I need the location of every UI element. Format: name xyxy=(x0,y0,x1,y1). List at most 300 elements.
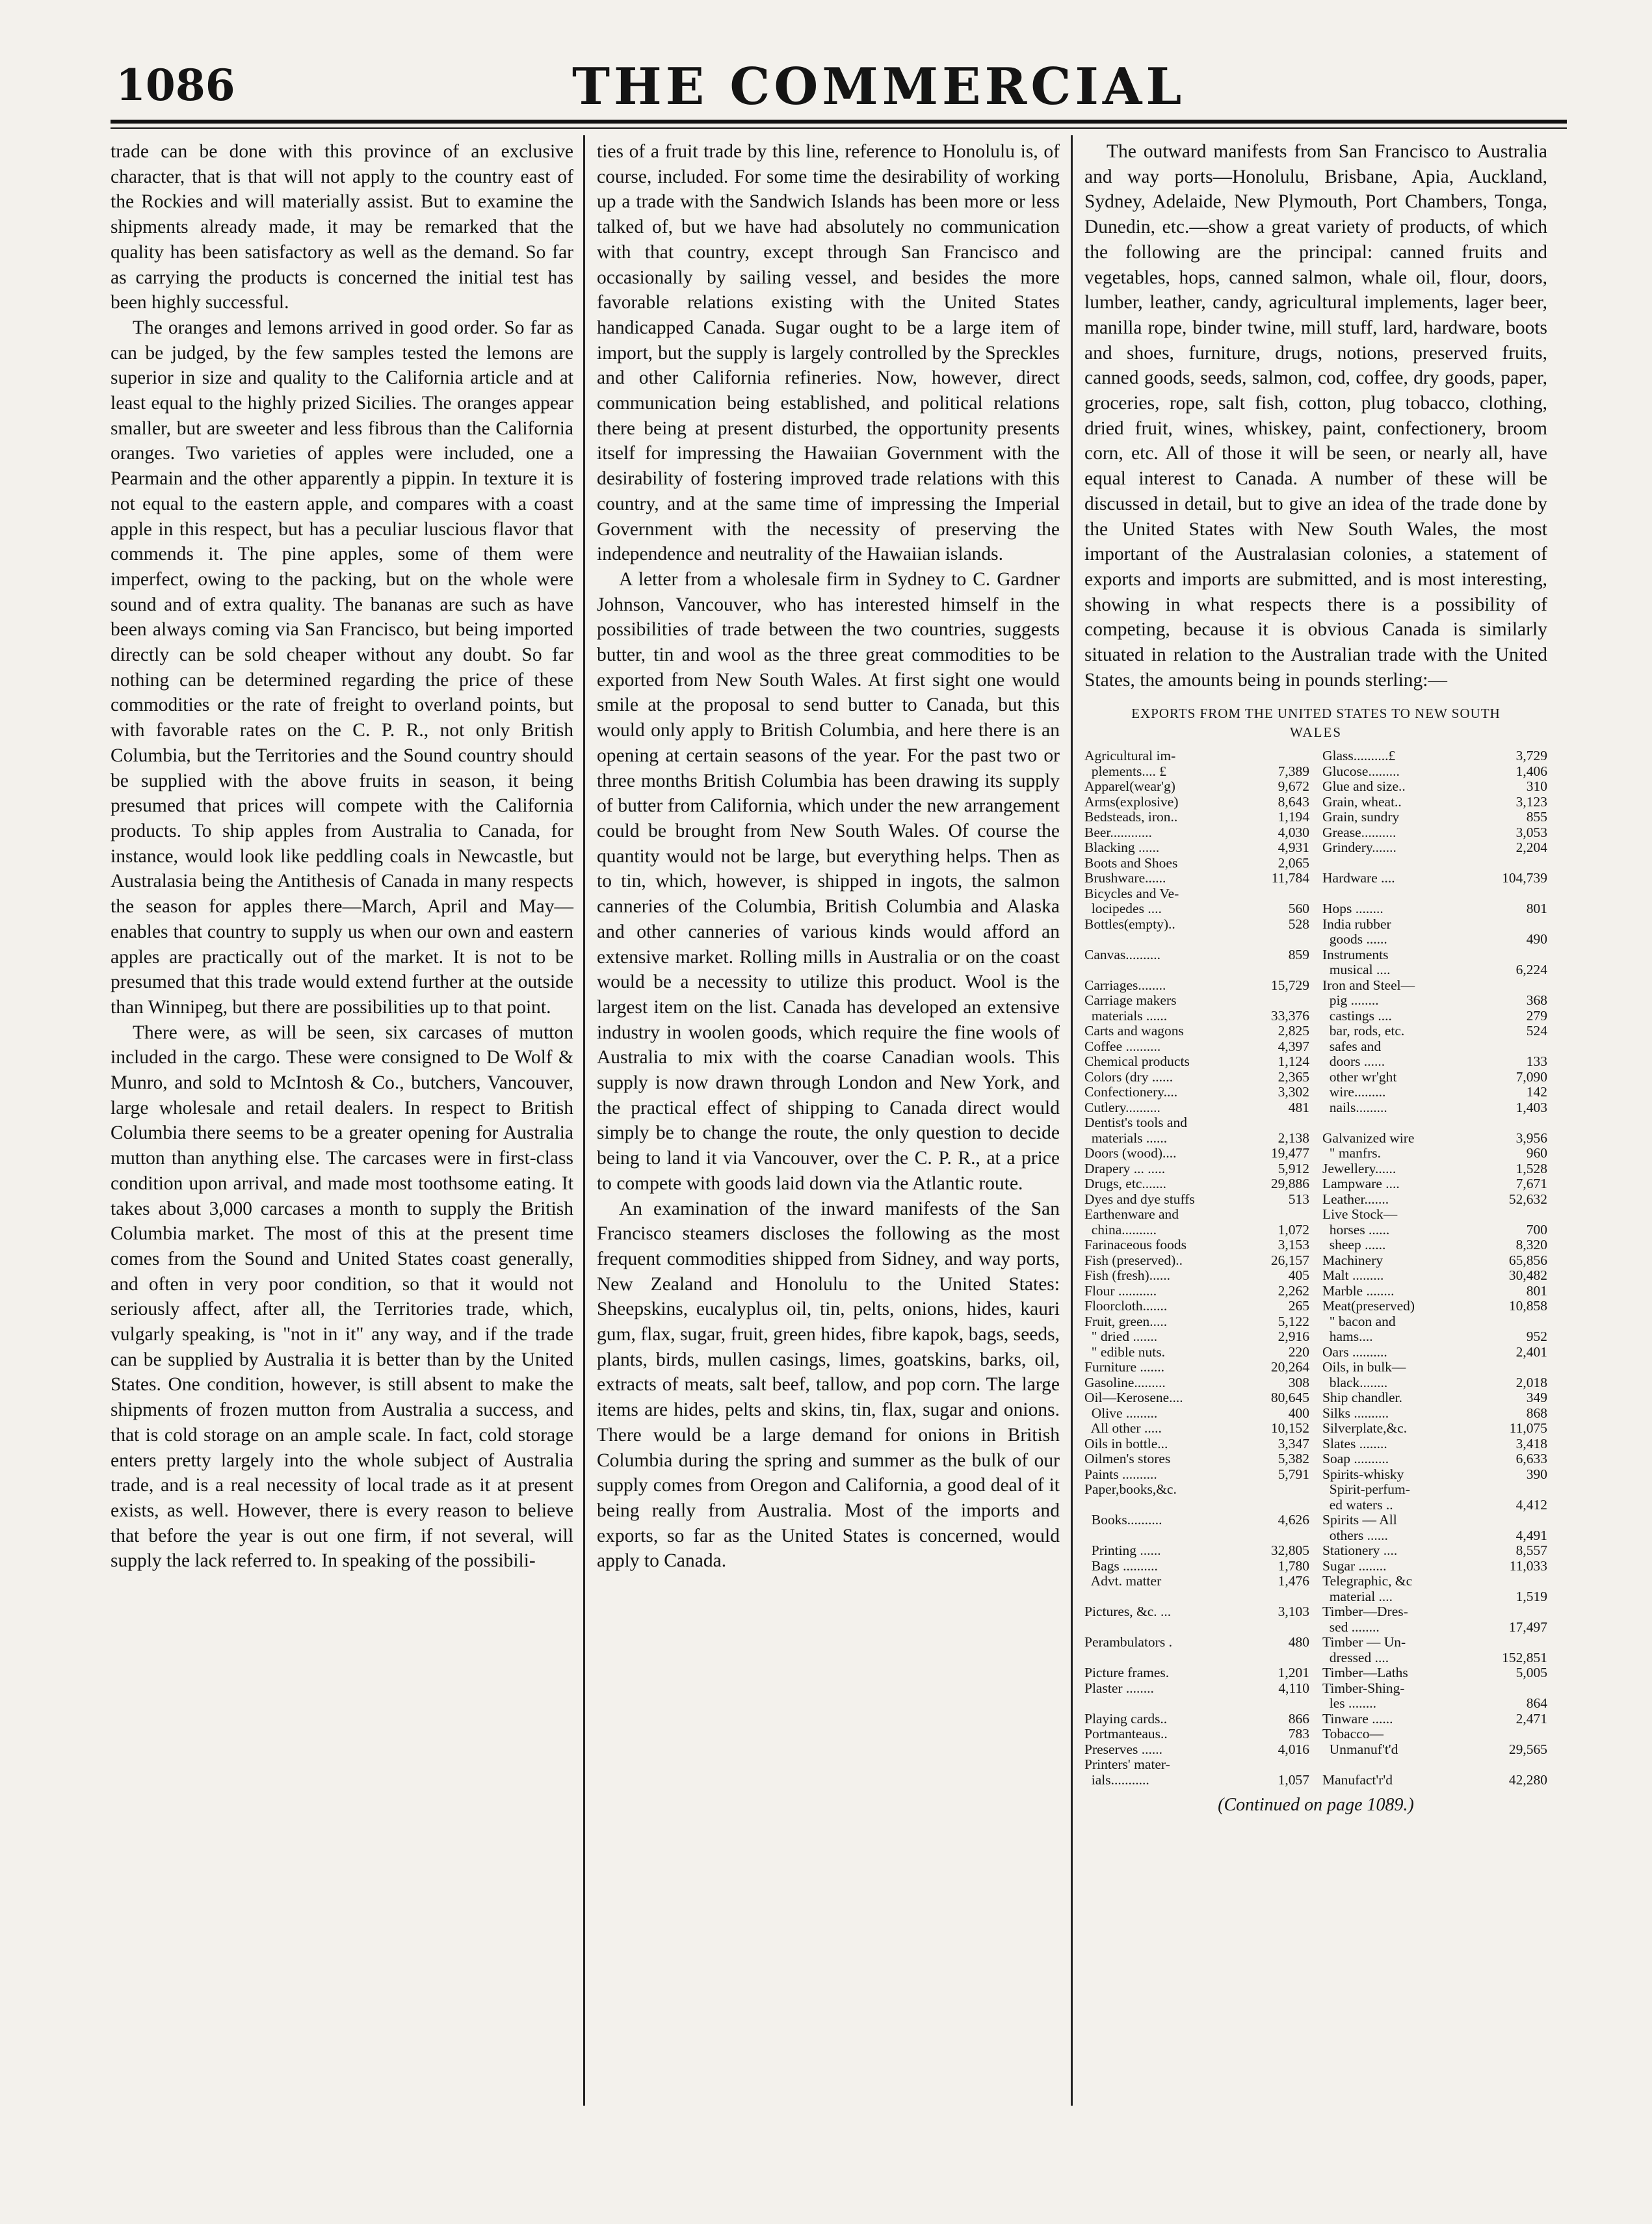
paragraph: The oranges and lemons arrived in good order. So far as can be judged, by the few samples tested the lemons are superior in size and quality to the California article and at least equal to the highly prized Sicilies. The oranges appear smaller, but are sweeter and less fibrous than the California oranges. Two varieties of apples were included, one a Pearmain and the other apparently a pippin. In texture it is not equal to the eastern apple, and compares with a coast apple in this respect, but has a peculiar luscious flavor that commends it. The pine apples, some of them were imperfect, owing to the packing, but on the whole were sound and of extra quality. The bananas are such as have been always coming via San Francisco, but being imported directly can be sold cheaper without any doubt. So far nothing can be determined regarding the price of these commodities or the rate of freight to overland points, but with favorable rates on the C. P. R., not only British Columbia, but the Territories and the Sound country should be supplied with the above fruits in season, it being presumed that prices will compete with the California products. To ship apples from Australia to Canada, for instance, would look like peddling coals in Newcastle, but Australasia being the Antithesis of Canada in many respects the season for apples there—March, April and May—enables that country to supply us when our own and eastern apples are practically out of the market. It is not to be presumed that this trade would extend further at the outside than Winnipeg, but there are possibilities up to that point. xyxy=(111,317,573,1018)
table-row xyxy=(1322,1161,1547,1177)
table-row xyxy=(1084,1406,1309,1422)
item-name: pig ........ xyxy=(1322,993,1379,1009)
item-name: Apparel(wear'g) xyxy=(1084,779,1175,795)
exports-table xyxy=(1084,748,1547,1788)
table-row xyxy=(1084,1375,1309,1391)
item-name: musical .... xyxy=(1322,962,1391,978)
table-row xyxy=(1084,1146,1309,1161)
item-value xyxy=(1497,978,1547,994)
table-row xyxy=(1322,1757,1547,1773)
item-value: 11,033 xyxy=(1509,1557,1547,1574)
item-name: Perambulators . xyxy=(1084,1635,1172,1650)
column-1 xyxy=(111,139,573,1574)
item-value: 2,018 xyxy=(1515,1374,1547,1390)
table-row xyxy=(1084,1773,1309,1788)
item-name: Blacking ...... xyxy=(1084,840,1160,856)
table-row xyxy=(1084,1742,1309,1758)
item-name: Canvas.......... xyxy=(1084,947,1161,962)
item-name: Preserves ...... xyxy=(1084,1741,1163,1757)
item-name xyxy=(1322,1115,1497,1131)
item-value: 17,497 xyxy=(1508,1619,1547,1635)
item-value xyxy=(1497,886,1547,902)
table-row xyxy=(1322,1131,1547,1146)
item-name: Glucose......... xyxy=(1322,763,1400,779)
item-value: 859 xyxy=(1288,946,1309,962)
item-value xyxy=(1259,1589,1309,1605)
item-value xyxy=(1497,856,1547,871)
table-row xyxy=(1322,932,1547,947)
item-value: 142 xyxy=(1526,1084,1547,1100)
item-name: Spirit-perfum- xyxy=(1322,1482,1410,1498)
table-row xyxy=(1084,962,1309,978)
table-row xyxy=(1322,1115,1547,1131)
table-row xyxy=(1322,1024,1547,1039)
item-value: 2,916 xyxy=(1278,1329,1309,1345)
table-row xyxy=(1322,1620,1547,1635)
item-value: 3,729 xyxy=(1515,748,1547,764)
item-name: Leather....... xyxy=(1322,1191,1389,1207)
item-name: wire......... xyxy=(1322,1085,1386,1100)
item-name: Brushware...... xyxy=(1084,871,1166,886)
table-row xyxy=(1084,1421,1309,1436)
item-name: others ...... xyxy=(1322,1528,1388,1543)
table-row xyxy=(1322,1467,1547,1483)
item-name: Tinware ...... xyxy=(1322,1711,1393,1727)
item-name xyxy=(1322,1757,1497,1773)
table-row xyxy=(1084,1513,1309,1528)
paragraph: There were, as will be seen, six carcases of mutton included in the cargo. These were consigned to De Wolf & Munro, and sold to McIntosh & Co., butchers, Vancouver, large wholesale and retail dealers. In respect to British Columbia there seems to be a greater opening for Australia mutton than anything else. The carcases were in first-class condition upon arrival, and made most toothsome eating. It takes about 3,000 carcases a month to supply the British Columbia market. The most of this at the present time comes from the Sound and United States coast generally, and often in very poor condition, so that it would not seriously affect, after all, the Territories trade, which, vulgarly speaking, is "not in it" any way, and if the trade can be supplied by Australia it is better than by the United States. One condition, however, is still absent to make the shipments of frozen mutton from Australia a success, and that is cold storage on an ample scale. In fact, cold storage enters pretty largely into the whole subject of Australia trade, and is a real necessity of local trade as it at present exists, as well. However, there is every reason to believe that before the year is out one firm, if not several, will supply the lack referred to. In speaking of the possibili- xyxy=(111,1022,573,1572)
item-name: sed ........ xyxy=(1322,1619,1380,1635)
item-name: Confectionery.... xyxy=(1084,1085,1178,1100)
item-name: Pictures, &c. ... xyxy=(1084,1604,1172,1620)
table-row xyxy=(1084,1131,1309,1146)
item-name: Oilmen's stores xyxy=(1084,1451,1171,1467)
item-value: 368 xyxy=(1526,992,1547,1009)
item-value: 1,780 xyxy=(1278,1557,1309,1574)
item-value xyxy=(1259,1482,1309,1498)
item-value xyxy=(1497,1574,1547,1589)
item-value: 2,138 xyxy=(1278,1130,1309,1146)
item-value: 8,643 xyxy=(1278,793,1309,810)
item-value: 52,632 xyxy=(1508,1191,1547,1207)
table-row xyxy=(1322,1543,1547,1559)
table-row xyxy=(1322,1085,1547,1100)
item-value: 7,671 xyxy=(1515,1176,1547,1192)
item-name: Spirits-whisky xyxy=(1322,1466,1404,1482)
table-row xyxy=(1322,1559,1547,1574)
item-name: Grain, wheat.. xyxy=(1322,794,1402,810)
item-name: Glue and size.. xyxy=(1322,779,1406,795)
item-name: Sugar ........ xyxy=(1322,1558,1387,1574)
table-row xyxy=(1322,886,1547,902)
table-row xyxy=(1322,1604,1547,1620)
table-row xyxy=(1084,1024,1309,1039)
item-name: Oils, in bulk— xyxy=(1322,1360,1406,1375)
table-row xyxy=(1322,947,1547,963)
item-value: 700 xyxy=(1526,1221,1547,1238)
item-value: 5,791 xyxy=(1278,1466,1309,1482)
table-row xyxy=(1084,825,1309,841)
item-name: Bicycles and Ve- xyxy=(1084,886,1179,901)
item-value: 560 xyxy=(1288,901,1309,917)
item-name: Dentist's tools and xyxy=(1084,1115,1187,1131)
item-value: 8,557 xyxy=(1515,1542,1547,1559)
item-name: Beer............ xyxy=(1084,825,1152,840)
table-row xyxy=(1084,840,1309,856)
item-name: material .... xyxy=(1322,1589,1393,1604)
table-row xyxy=(1084,795,1309,810)
item-value: 400 xyxy=(1288,1405,1309,1421)
item-name: Grain, sundry xyxy=(1322,810,1400,825)
item-name: ials........... xyxy=(1084,1772,1149,1788)
item-name: Timber-Shing- xyxy=(1322,1680,1405,1696)
item-name: Timber—Dres- xyxy=(1322,1604,1408,1620)
item-value: 490 xyxy=(1526,931,1547,947)
table-row xyxy=(1322,795,1547,810)
item-name: Picture frames. xyxy=(1084,1665,1170,1681)
table-row xyxy=(1084,901,1309,917)
table-row xyxy=(1084,1498,1309,1513)
table-row xyxy=(1322,1742,1547,1758)
item-name: Unmanuf't'd xyxy=(1322,1741,1398,1757)
item-value: 1,406 xyxy=(1515,763,1547,779)
item-value: 3,347 xyxy=(1278,1435,1309,1451)
item-name: dressed .... xyxy=(1322,1650,1389,1665)
item-value: 513 xyxy=(1288,1191,1309,1207)
table-row xyxy=(1322,1528,1547,1544)
table-row xyxy=(1322,1498,1547,1513)
item-value xyxy=(1497,1115,1547,1131)
item-value xyxy=(1259,1498,1309,1513)
table-row xyxy=(1322,871,1547,886)
item-value: 1,519 xyxy=(1515,1588,1547,1604)
paragraph: trade can be done with this province of an exclusive character, that is that will not apply to the country east of the Rockies and will materially assist. But to examine the shipments already made, it may be remarked that the quality has been satisfactory as well as the demand. So far as carrying the products is concerned the initial test has been highly successful. xyxy=(111,141,573,313)
item-value xyxy=(1259,932,1309,947)
table-row xyxy=(1322,1009,1547,1024)
item-value: 308 xyxy=(1288,1374,1309,1390)
item-value: 42,280 xyxy=(1508,1771,1547,1788)
item-name: doors ...... xyxy=(1322,1054,1385,1070)
item-value: 2,065 xyxy=(1278,854,1309,871)
item-value: 4,626 xyxy=(1278,1512,1309,1528)
paragraph: The outward manifests from San Francisco to Australia and way ports—Honolulu, Brisbane, Apia, Auckland, Sydney, Adelaide, New Plymouth, Port Chambers, Tonga, Dunedin, etc.—show a great variety of products, of which the following are the principal: canned fruits and vegetables, hops, canned salmon, whale oil, flour, doors, lumber, leather, candy, agricultural implements, lager beer, manilla rope, binder twine, mill stuff, lard, hardware, boots and shoes, furniture, drugs, notions, preserved fruits, canned goods, seeds, salmon, cod, coffee, dry goods, paper, groceries, rope, salt fish, cotton, plug tobacco, clothing, dried fruit, wines, whiskey, paint, confectionery, broom corn, etc. All of those it will be seen, or nearly all, have equal interest to Canada. A number of these will be discussed in detail, but to give an idea of the trade done by the United States with New South Wales, the most important of the Australasian colonies, a statement of exports and imports are submitted, and is most interesting, showing in what respects there is a possibility of competing, because it is obvious Canada is similarly situated in relation to the Australian trade with the United States, the amounts being in pounds sterling:— xyxy=(1084,141,1547,691)
item-name: Bottles(empty).. xyxy=(1084,916,1175,932)
table-row xyxy=(1322,1238,1547,1253)
item-value: 528 xyxy=(1288,916,1309,932)
table-row xyxy=(1084,947,1309,963)
item-value: 6,224 xyxy=(1515,962,1547,978)
item-value: 868 xyxy=(1526,1405,1547,1421)
item-name: Hardware .... xyxy=(1322,871,1395,886)
table-row xyxy=(1322,1192,1547,1208)
item-value: 405 xyxy=(1288,1267,1309,1284)
table-row xyxy=(1084,1604,1309,1620)
item-value: 3,123 xyxy=(1515,793,1547,810)
item-name: Silverplate,&c. xyxy=(1322,1421,1408,1436)
header-rule-thick xyxy=(111,120,1567,124)
item-name: Bags .......... xyxy=(1084,1558,1158,1574)
item-name: Glass..........£ xyxy=(1322,748,1396,764)
table-subtitle: WALES xyxy=(1290,724,1342,741)
item-value: 390 xyxy=(1526,1466,1547,1482)
item-value: 4,016 xyxy=(1278,1741,1309,1757)
item-value xyxy=(1259,1115,1309,1131)
table-row xyxy=(1322,1253,1547,1269)
masthead-title: THE COMMERCIAL xyxy=(572,57,1186,116)
item-name: Colors (dry ...... xyxy=(1084,1069,1173,1085)
item-value xyxy=(1497,1207,1547,1223)
item-value: 15,729 xyxy=(1270,977,1309,993)
table-row xyxy=(1084,1070,1309,1085)
item-value: 310 xyxy=(1526,778,1547,795)
item-name: Malt ......... xyxy=(1322,1268,1384,1284)
item-value: 29,565 xyxy=(1508,1741,1547,1757)
table-row xyxy=(1084,886,1309,902)
table-row xyxy=(1084,1161,1309,1177)
table-row xyxy=(1322,1070,1547,1085)
item-name: Live Stock— xyxy=(1322,1207,1398,1223)
item-name: Paints .......... xyxy=(1084,1466,1157,1482)
item-value: 952 xyxy=(1526,1329,1547,1345)
item-value: 3,956 xyxy=(1515,1130,1547,1146)
table-row xyxy=(1084,1650,1309,1666)
item-value: 30,482 xyxy=(1508,1267,1547,1284)
item-value xyxy=(1497,1039,1547,1055)
table-row xyxy=(1084,1009,1309,1024)
item-name: Printing ...... xyxy=(1084,1543,1161,1559)
item-name: china.......... xyxy=(1084,1222,1157,1238)
item-value: 7,389 xyxy=(1278,763,1309,779)
item-name: goods ...... xyxy=(1322,932,1387,947)
item-value: 1,124 xyxy=(1278,1053,1309,1070)
table-row xyxy=(1322,1482,1547,1498)
table-row xyxy=(1322,1345,1547,1360)
table-row xyxy=(1084,871,1309,886)
item-name: Flour ........... xyxy=(1084,1283,1157,1299)
item-value: 2,401 xyxy=(1515,1344,1547,1360)
table-row xyxy=(1322,917,1547,933)
item-value: 6,633 xyxy=(1515,1451,1547,1467)
item-name: nails......... xyxy=(1322,1100,1387,1115)
item-value: 866 xyxy=(1288,1710,1309,1727)
item-value xyxy=(1497,1513,1547,1528)
item-name: Stationery .... xyxy=(1322,1543,1398,1559)
item-name: Boots and Shoes xyxy=(1084,855,1178,871)
column-divider-2 xyxy=(1071,135,1073,2106)
table-row xyxy=(1322,993,1547,1009)
item-name: Soap .......... xyxy=(1322,1451,1389,1467)
table-row xyxy=(1084,1712,1309,1727)
item-name: Cutlery.......... xyxy=(1084,1100,1160,1115)
table-row xyxy=(1084,1238,1309,1253)
table-row xyxy=(1084,1482,1309,1498)
table-row xyxy=(1084,1039,1309,1055)
table-row xyxy=(1084,1574,1309,1589)
item-value: 4,491 xyxy=(1515,1527,1547,1543)
item-name: plements.... £ xyxy=(1084,763,1166,779)
item-name: Chemical products xyxy=(1084,1054,1190,1070)
table-row xyxy=(1322,764,1547,780)
item-name: Jewellery...... xyxy=(1322,1161,1396,1176)
item-name: Fruit, green..... xyxy=(1084,1314,1168,1329)
item-name: Portmanteaus.. xyxy=(1084,1727,1168,1742)
item-value: 2,471 xyxy=(1515,1710,1547,1727)
item-name: Grease.......... xyxy=(1322,825,1396,840)
item-value: 80,645 xyxy=(1270,1390,1309,1406)
item-value xyxy=(1497,1635,1547,1650)
item-name: hams.... xyxy=(1322,1329,1373,1345)
item-value: 4,110 xyxy=(1278,1680,1309,1696)
table-row xyxy=(1322,1329,1547,1345)
item-value: 265 xyxy=(1288,1298,1309,1314)
item-value: 152,851 xyxy=(1502,1649,1547,1665)
item-value: 20,264 xyxy=(1270,1359,1309,1375)
item-name: horses ...... xyxy=(1322,1222,1390,1238)
table-row xyxy=(1322,810,1547,825)
item-value: 11,784 xyxy=(1271,870,1309,886)
item-name: les ........ xyxy=(1322,1696,1377,1712)
item-value: 3,418 xyxy=(1515,1435,1547,1451)
item-value: 133 xyxy=(1526,1053,1547,1070)
item-value xyxy=(1259,1650,1309,1666)
table-row xyxy=(1084,1727,1309,1742)
item-value: 1,528 xyxy=(1515,1160,1547,1176)
table-row xyxy=(1322,1223,1547,1238)
table-row xyxy=(1084,810,1309,825)
item-name: Fish (fresh)...... xyxy=(1084,1268,1170,1284)
item-value xyxy=(1259,962,1309,978)
item-name: Slates ........ xyxy=(1322,1436,1387,1451)
table-row xyxy=(1322,1635,1547,1650)
item-value: 3,302 xyxy=(1278,1084,1309,1100)
table-row xyxy=(1322,1390,1547,1406)
item-name: Oil—Kerosene.... xyxy=(1084,1390,1183,1406)
item-value: 279 xyxy=(1526,1007,1547,1024)
item-value: 801 xyxy=(1526,901,1547,917)
paragraph: A letter from a wholesale firm in Sydney to C. Gardner Johnson, Vancouver, who has interested himself in the possibilities of trade between the two countries, suggests butter, tin and wool as the three great commodities to be exported from New South Wales. At first sight one would smile at the proposal to send butter to Canada, but this would only apply to British Columbia, and here there is an opening at certain seasons of the year. For the past two or three months British Columbia has been drawing its supply of butter from California, which under the new arrangement could be brought from New South Wales. Of course the quantity would not be large, but everything helps. Then as to tin, which, however, is shipped in ingots, the salmon canneries of the Columbia, British Columbia and Alaska and other canneries of various kinds would afford an extensive market. Rolling mills in Australia or on the coast would be a necessity to utilize this product. Wool is the largest item on the list. Canada has developed an extensive industry in woolen goods, which require the fine wools of Australia to mix with the coarse Canadian wools. This supply is now drawn through London and New York, and the practical effect of shipping to Canada direct would simply be to change the route, the only question to decide being to land it via Vancouver, over the C. P. R., at a price to compete with goods laid down via the Atlantic route. xyxy=(597,568,1060,1194)
item-value: 19,477 xyxy=(1270,1145,1309,1161)
table-row xyxy=(1084,1223,1309,1238)
item-name: Iron and Steel— xyxy=(1322,977,1415,993)
item-name: Carriage makers xyxy=(1084,993,1177,1009)
table-row xyxy=(1322,1039,1547,1055)
item-value: 2,825 xyxy=(1278,1023,1309,1039)
table-row xyxy=(1322,1406,1547,1422)
table-row xyxy=(1322,856,1547,871)
table-row xyxy=(1084,1696,1309,1712)
table-row xyxy=(1322,1650,1547,1666)
item-name xyxy=(1084,1650,1259,1666)
item-name: Hops ........ xyxy=(1322,901,1383,917)
column-3 xyxy=(1084,139,1547,1818)
item-name: Paper,books,&c. xyxy=(1084,1482,1177,1498)
item-name xyxy=(1322,856,1497,871)
table-row xyxy=(1322,1299,1547,1314)
item-name: Printers' mater- xyxy=(1084,1757,1170,1773)
table-row xyxy=(1084,1253,1309,1269)
table-row xyxy=(1084,1436,1309,1452)
table-row xyxy=(1084,1329,1309,1345)
table-row xyxy=(1322,1681,1547,1697)
item-value xyxy=(1497,947,1547,963)
item-name: bar, rods, etc. xyxy=(1322,1024,1405,1039)
item-name: Farinaceous foods xyxy=(1084,1238,1187,1253)
item-value xyxy=(1497,1360,1547,1375)
table-row xyxy=(1084,1360,1309,1375)
table-row xyxy=(1084,1115,1309,1131)
item-name xyxy=(1084,1620,1259,1635)
item-name: Agricultural im- xyxy=(1084,748,1176,764)
table-row xyxy=(1322,1574,1547,1589)
item-value: 7,090 xyxy=(1515,1068,1547,1085)
item-name: Fish (preserved).. xyxy=(1084,1252,1183,1268)
item-value xyxy=(1497,1482,1547,1498)
table-row xyxy=(1322,1360,1547,1375)
item-value xyxy=(1259,1528,1309,1544)
table-row xyxy=(1322,1375,1547,1391)
table-row xyxy=(1322,1451,1547,1467)
item-name: Drapery ... ..... xyxy=(1084,1161,1166,1176)
item-name: India rubber xyxy=(1322,916,1391,932)
table-row xyxy=(1084,1665,1309,1681)
table-row xyxy=(1322,1436,1547,1452)
item-name xyxy=(1084,932,1259,947)
table-row xyxy=(1084,1085,1309,1100)
item-name xyxy=(1084,1498,1259,1513)
table-row xyxy=(1322,1100,1547,1116)
item-name xyxy=(1084,1528,1259,1544)
item-value: 864 xyxy=(1526,1695,1547,1712)
table-row xyxy=(1322,840,1547,856)
table-row xyxy=(1322,1727,1547,1742)
item-value: 3,053 xyxy=(1515,824,1547,840)
item-value: 5,382 xyxy=(1278,1451,1309,1467)
continued-note: (Continued on page 1089.) xyxy=(1218,1795,1414,1816)
table-row xyxy=(1322,825,1547,841)
item-name: materials ...... xyxy=(1084,1130,1168,1146)
item-name: Books.......... xyxy=(1084,1513,1162,1528)
item-value: 5,005 xyxy=(1515,1665,1547,1681)
item-value xyxy=(1259,1620,1309,1635)
item-name: Olive ......... xyxy=(1084,1405,1158,1421)
item-name: Advt. matter xyxy=(1084,1574,1162,1589)
item-value xyxy=(1259,1207,1309,1223)
item-name: Bedsteads, iron.. xyxy=(1084,810,1178,825)
table-row xyxy=(1322,1712,1547,1727)
table-row xyxy=(1084,1543,1309,1559)
item-name: " manfrs. xyxy=(1322,1146,1381,1161)
table-row xyxy=(1084,748,1309,764)
item-name: Oars .......... xyxy=(1322,1344,1387,1360)
table-row xyxy=(1322,1421,1547,1436)
item-value xyxy=(1259,748,1309,764)
item-value: 349 xyxy=(1526,1390,1547,1406)
table-row xyxy=(1322,1054,1547,1070)
item-name: Grindery....... xyxy=(1322,840,1396,856)
item-name: materials ...... xyxy=(1084,1008,1168,1024)
table-row xyxy=(1084,1757,1309,1773)
table-row xyxy=(1322,779,1547,795)
item-value xyxy=(1497,1314,1547,1330)
table-row xyxy=(1084,917,1309,933)
table-row xyxy=(1322,901,1547,917)
item-value xyxy=(1259,1696,1309,1712)
table-row xyxy=(1084,1467,1309,1483)
item-value: 855 xyxy=(1526,809,1547,825)
table-row xyxy=(1322,1773,1547,1788)
item-value: 10,858 xyxy=(1508,1298,1547,1314)
item-name: other wr'ght xyxy=(1322,1069,1397,1085)
